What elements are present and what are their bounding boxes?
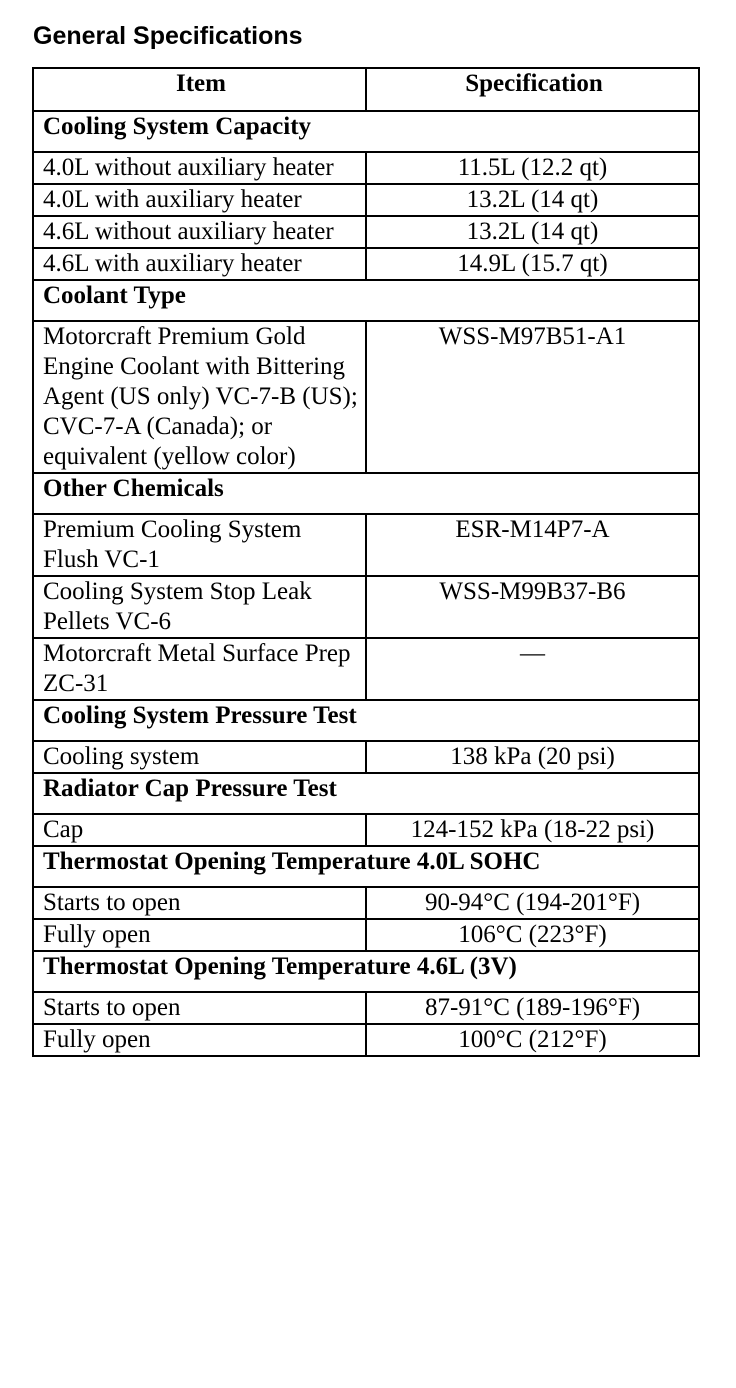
section-heading: Other Chemicals xyxy=(33,473,699,514)
table-header-row xyxy=(33,68,699,111)
section-heading-row xyxy=(33,280,699,321)
specification-cell: 11.5L (12.2 qt) xyxy=(366,152,699,184)
specifications-table-body xyxy=(33,68,699,1056)
table-row xyxy=(33,638,699,700)
section-heading: Cooling System Capacity xyxy=(33,111,699,152)
item-cell: Fully open xyxy=(33,919,366,951)
section-heading: Thermostat Opening Temperature 4.6L (3V) xyxy=(33,951,699,992)
section-heading-row xyxy=(33,773,699,814)
table-row xyxy=(33,248,699,280)
item-cell: Cap xyxy=(33,814,366,846)
specification-cell: WSS-M99B37-B6 xyxy=(366,576,699,638)
specification-cell: 124-152 kPa (18-22 psi) xyxy=(366,814,699,846)
section-heading-row xyxy=(33,700,699,741)
item-cell: Starts to open xyxy=(33,887,366,919)
table-row xyxy=(33,741,699,773)
specifications-table xyxy=(32,67,700,1057)
section-heading: Cooling System Pressure Test xyxy=(33,700,699,741)
item-cell: Premium Cooling System Flush VC-1 xyxy=(33,514,366,576)
item-cell: 4.0L with auxiliary heater xyxy=(33,184,366,216)
item-cell: Motorcraft Premium Gold Engine Coolant with Bittering Agent (US only) VC-7-B (US); CVC-7-A (Canada); or equivalent (yellow color) xyxy=(33,321,366,473)
section-heading-row xyxy=(33,951,699,992)
specification-cell: 138 kPa (20 psi) xyxy=(366,741,699,773)
table-row xyxy=(33,216,699,248)
specification-cell: WSS-M97B51-A1 xyxy=(366,321,699,473)
specification-cell: 13.2L (14 qt) xyxy=(366,184,699,216)
specification-cell: 90-94°C (194-201°F) xyxy=(366,887,699,919)
item-cell: Motorcraft Metal Surface Prep ZC-31 xyxy=(33,638,366,700)
item-cell: Fully open xyxy=(33,1024,366,1056)
table-row xyxy=(33,1024,699,1056)
section-heading: Thermostat Opening Temperature 4.0L SOHC xyxy=(33,846,699,887)
item-cell: Cooling system xyxy=(33,741,366,773)
column-header-specification: Specification xyxy=(366,68,699,111)
table-row xyxy=(33,321,699,473)
item-cell: Cooling System Stop Leak Pellets VC-6 xyxy=(33,576,366,638)
specification-cell: 100°C (212°F) xyxy=(366,1024,699,1056)
specification-cell: 106°C (223°F) xyxy=(366,919,699,951)
section-heading-row xyxy=(33,473,699,514)
item-cell: 4.6L without auxiliary heater xyxy=(33,216,366,248)
section-heading: Radiator Cap Pressure Test xyxy=(33,773,699,814)
section-heading: Coolant Type xyxy=(33,280,699,321)
column-header-item: Item xyxy=(33,68,366,111)
specification-cell: ESR-M14P7-A xyxy=(366,514,699,576)
table-row xyxy=(33,919,699,951)
table-row xyxy=(33,887,699,919)
specification-cell: 87-91°C (189-196°F) xyxy=(366,992,699,1024)
table-row xyxy=(33,814,699,846)
section-heading-row xyxy=(33,111,699,152)
item-cell: 4.0L without auxiliary heater xyxy=(33,152,366,184)
item-cell: Starts to open xyxy=(33,992,366,1024)
table-row xyxy=(33,184,699,216)
specification-cell: 13.2L (14 qt) xyxy=(366,216,699,248)
table-row xyxy=(33,514,699,576)
specification-cell: — xyxy=(366,638,699,700)
section-heading-row xyxy=(33,846,699,887)
table-row xyxy=(33,152,699,184)
specification-cell: 14.9L (15.7 qt) xyxy=(366,248,699,280)
table-row xyxy=(33,992,699,1024)
table-row xyxy=(33,576,699,638)
item-cell: 4.6L with auxiliary heater xyxy=(33,248,366,280)
page-title: General Specifications xyxy=(33,22,303,50)
